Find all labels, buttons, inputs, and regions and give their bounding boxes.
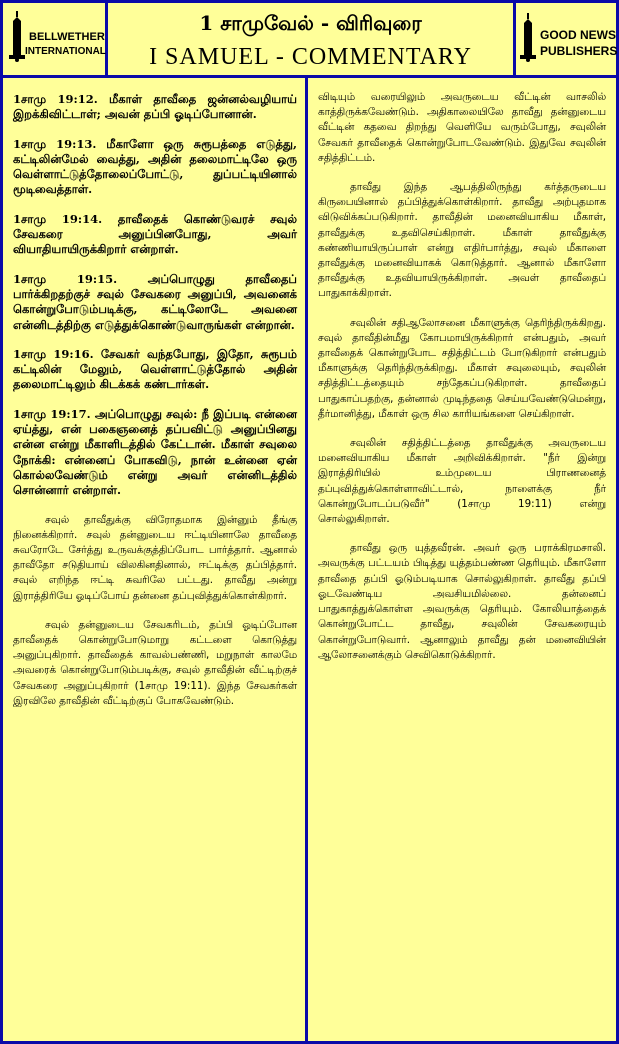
logo-left-line2: INTERNATIONAL bbox=[25, 46, 106, 57]
commentary-paragraph: சவுல் தாவீதுக்கு விரோதமாக இன்னும் தீங்கு நினைக்கிறார். சவுல் தன்னுடைய ஈட்டியினாலே தாவீதை சுவரோடே சேர்த்து உருவக்குத்திப்போட பார்த்தார். ஆனால் தாவீதோ சடுதியாய் விலகினதினால், ஈட்டிக்கு தப்பித்தார். சவுல் எறிந்த ஈட்டி சுவரிலே பட்டது. தாவீது அன்று இராத்திரியே ஓடிப்போய் தன்னை தப்புவித்துக்கொள்கிறார். bbox=[13, 513, 297, 602]
header bbox=[0, 0, 619, 78]
left-column bbox=[3, 78, 308, 1041]
verse-19-17: 1சாமு 19:17. அப்பொழுது சவுல்: நீ இப்படி என்னை ஏய்த்து, என் பகைஞனைத் தப்பவிட்டு அனுப்பினது என்ன என்று மீகாளிடத்தில் கேட்டான். மீகாள் சவுலை நோக்கி: என்னைப் போகவிடு, நான் உன்னை ஏன் கொல்லவேண்டும் என்று அவர் என்னிடத்தில் சொன்னார் என்றாள். bbox=[13, 406, 297, 498]
commentary-paragraph: சவுலின் சதித்திட்டத்தை தாவீதுக்கு அவருடைய மனைவியாகிய மீகாள் அறிவிக்கிறாள். "நீர் இன்று இராத்திரியில் உம்முடைய பிராணனைத் தப்புவித்துக்கொள்ளாவிட்டால், நாளைக்கு நீர் கொன்றுபோடப்படுவீர்" (1சாமு 19:11) என்று சொல்லுகிறாள். bbox=[318, 437, 606, 526]
bellwether-logo bbox=[3, 3, 108, 75]
commentary-paragraph: சவுல் தன்னுடைய சேவகரிடம், தப்பி ஓடிப்போன தாவீதைக் கொன்றுபோடுமாறு கட்டளை கொடுத்து அனுப்புகிறார். தாவீதைக் காவல்பண்ணி, மறுநாள் காலமே அவரைக் கொன்றுபோடும்படிக்கு, சவுல் தாவீதின் வீட்டிற்குச் சேவகரை அனுப்புகிறார் (1சாமு 19:11). இந்த சேவகர்கள் இரவிலே தாவீதின் வீட்டிற்குப் போகவேண்டும். bbox=[13, 618, 297, 707]
right-column bbox=[308, 78, 616, 1041]
verse-19-16: 1சாமு 19:16. சேவகர் வந்தபோது, இதோ, சுரூபம் கட்டிலின் மேலும், வெள்ளாட்டுத்தோல் அதின் தலைமாட்டிலும் கிடக்கக் கண்டார்கள். bbox=[13, 346, 297, 392]
commentary-paragraph: தாவீது ஒரு யுத்தவீரன். அவர் ஒரு பராக்கிரமசாலி. அவருக்கு பட்டயம் பிடித்து யுத்தம்பண்ண தெரியும். மீகாளோ தாவீதை தப்பி ஓடும்படியாக சொல்லுகிறாள். தாவீது தப்பி ஓடவேண்டிய அவசியமில்லை. தன்னைப் பாதுகாத்துக்கொள்ள அவருக்கு தெரியும். கோலியாத்தைக் கொன்றுபோட்ட தாவீது, சவுலின் சேவகரையும் கொன்றுபோடுவார். ஆனாலும் தாவீது தன் மனைவியின் ஆலோசனைக்கும் செவிகொடுக்கிறார். bbox=[318, 542, 606, 661]
title-tamil: 1 சாமுவேல் - விரிவுரை bbox=[199, 11, 422, 35]
verse-19-15: 1சாமு 19:15. அப்பொழுது தாவீதைப் பார்க்கிறதற்குச் சவுல் சேவகரை அனுப்பி, அவனைக் கொன்றுபோடும்படிக்கு, கட்டிலோடே அவனை என்னிடத்திற்கு எடுத்துக்கொண்டுவாருங்கள் என்றான். bbox=[13, 271, 297, 332]
verse-19-13: 1சாமு 19:13. மீகாளோ ஒரு சுரூபத்தை எடுத்து, கட்டிலின்மேல் வைத்து, அதின் தலைமாட்டிலே ஒரு வெள்ளாட்டுத்தோலைப்போட்டு, துப்பட்டியினால் மூடிவைத்தாள். bbox=[13, 136, 297, 197]
good-news-logo bbox=[513, 3, 616, 75]
verse-19-14: 1சாமு 19:14. தாவீதைக் கொண்டுவரச் சவுல் சேவகரை அனுப்பினபோது, அவர் வியாதியாயிருக்கிறார் என்றாள். bbox=[13, 211, 297, 257]
title-english: I SAMUEL - COMMENTARY bbox=[149, 44, 472, 70]
commentary-paragraph: சவுலின் சதிஆலோசனை மீகாளுக்கு தெரிந்திருக்கிறது. சவுல் தாவீதின்மீது கோபமாயிருக்கிறார் என்பதும், அவர் தாவீதைக் கொன்றுபோட சதித்திட்டம் போடுகிறார் என்பதும் மீகாளுக்கு தெரிந்திருக்கிறது. மீகாள் சவுலையும், சவுலின் சதித்திட்டத்தையும் சந்தேகப்படுகிறாள். தாவீதைப் பாதுகாப்பதற்கு, தன்னால் முடிந்ததை செய்யவேண்டுமென்று, தீர்மானித்து, மீகாள் ஒரு சில காரியங்களை செய்கிறாள். bbox=[318, 316, 606, 420]
title-block bbox=[108, 3, 513, 75]
verse-19-12: 1சாமு 19:12. மீகாள் தாவீதை ஜன்னல்வழியாய் இறக்கிவிட்டாள்; அவன் தப்பி ஓடிப்போனான். bbox=[13, 92, 297, 122]
commentary-paragraph: விடியும் வரையிலும் அவருடைய வீட்டின் வாசலில் காத்திருக்கவேண்டும். அதிகாலையிலே தாவீது தன்னுடைய வீட்டின் கதவை திறந்து வெளியே வரும்போது, சவுலின் சேவகர் தாவீதைக் கொன்றுபோடவேண்டும். இதுவே சவுலின் சதித்திட்டம். bbox=[318, 91, 606, 164]
logo-left-line1: BELLWETHER bbox=[29, 31, 105, 43]
commentary-paragraph: தாவீது இந்த ஆபத்திலிருந்து கர்த்தருடைய கிருபையினால் தப்பித்துக்கொள்கிறார். தாவீது அற்புதமாக விடுவிக்கப்படுகிறார். தாவீதின் மனைவியாகிய மீகாள், தாவீதுக்கு உதவிசெய்கிறாள். மீகாள் தாவீதுக்கு கண்ணியாயிருப்பாள் என்று எதிர்பார்த்து, சவுல் மீகாளை தாவீதுக்கு மனைவியாகக் கொடுத்தார். ஆனால் மீகாளோ தாவீதுக்கு உதவியாயிருக்கிறாள். அவள் தாவீதைப் பாதுகாக்கிறாள். bbox=[318, 181, 606, 300]
logo-right-line2: PUBLISHERS bbox=[540, 44, 618, 58]
logo-right-line1: GOOD NEWS bbox=[540, 28, 617, 42]
